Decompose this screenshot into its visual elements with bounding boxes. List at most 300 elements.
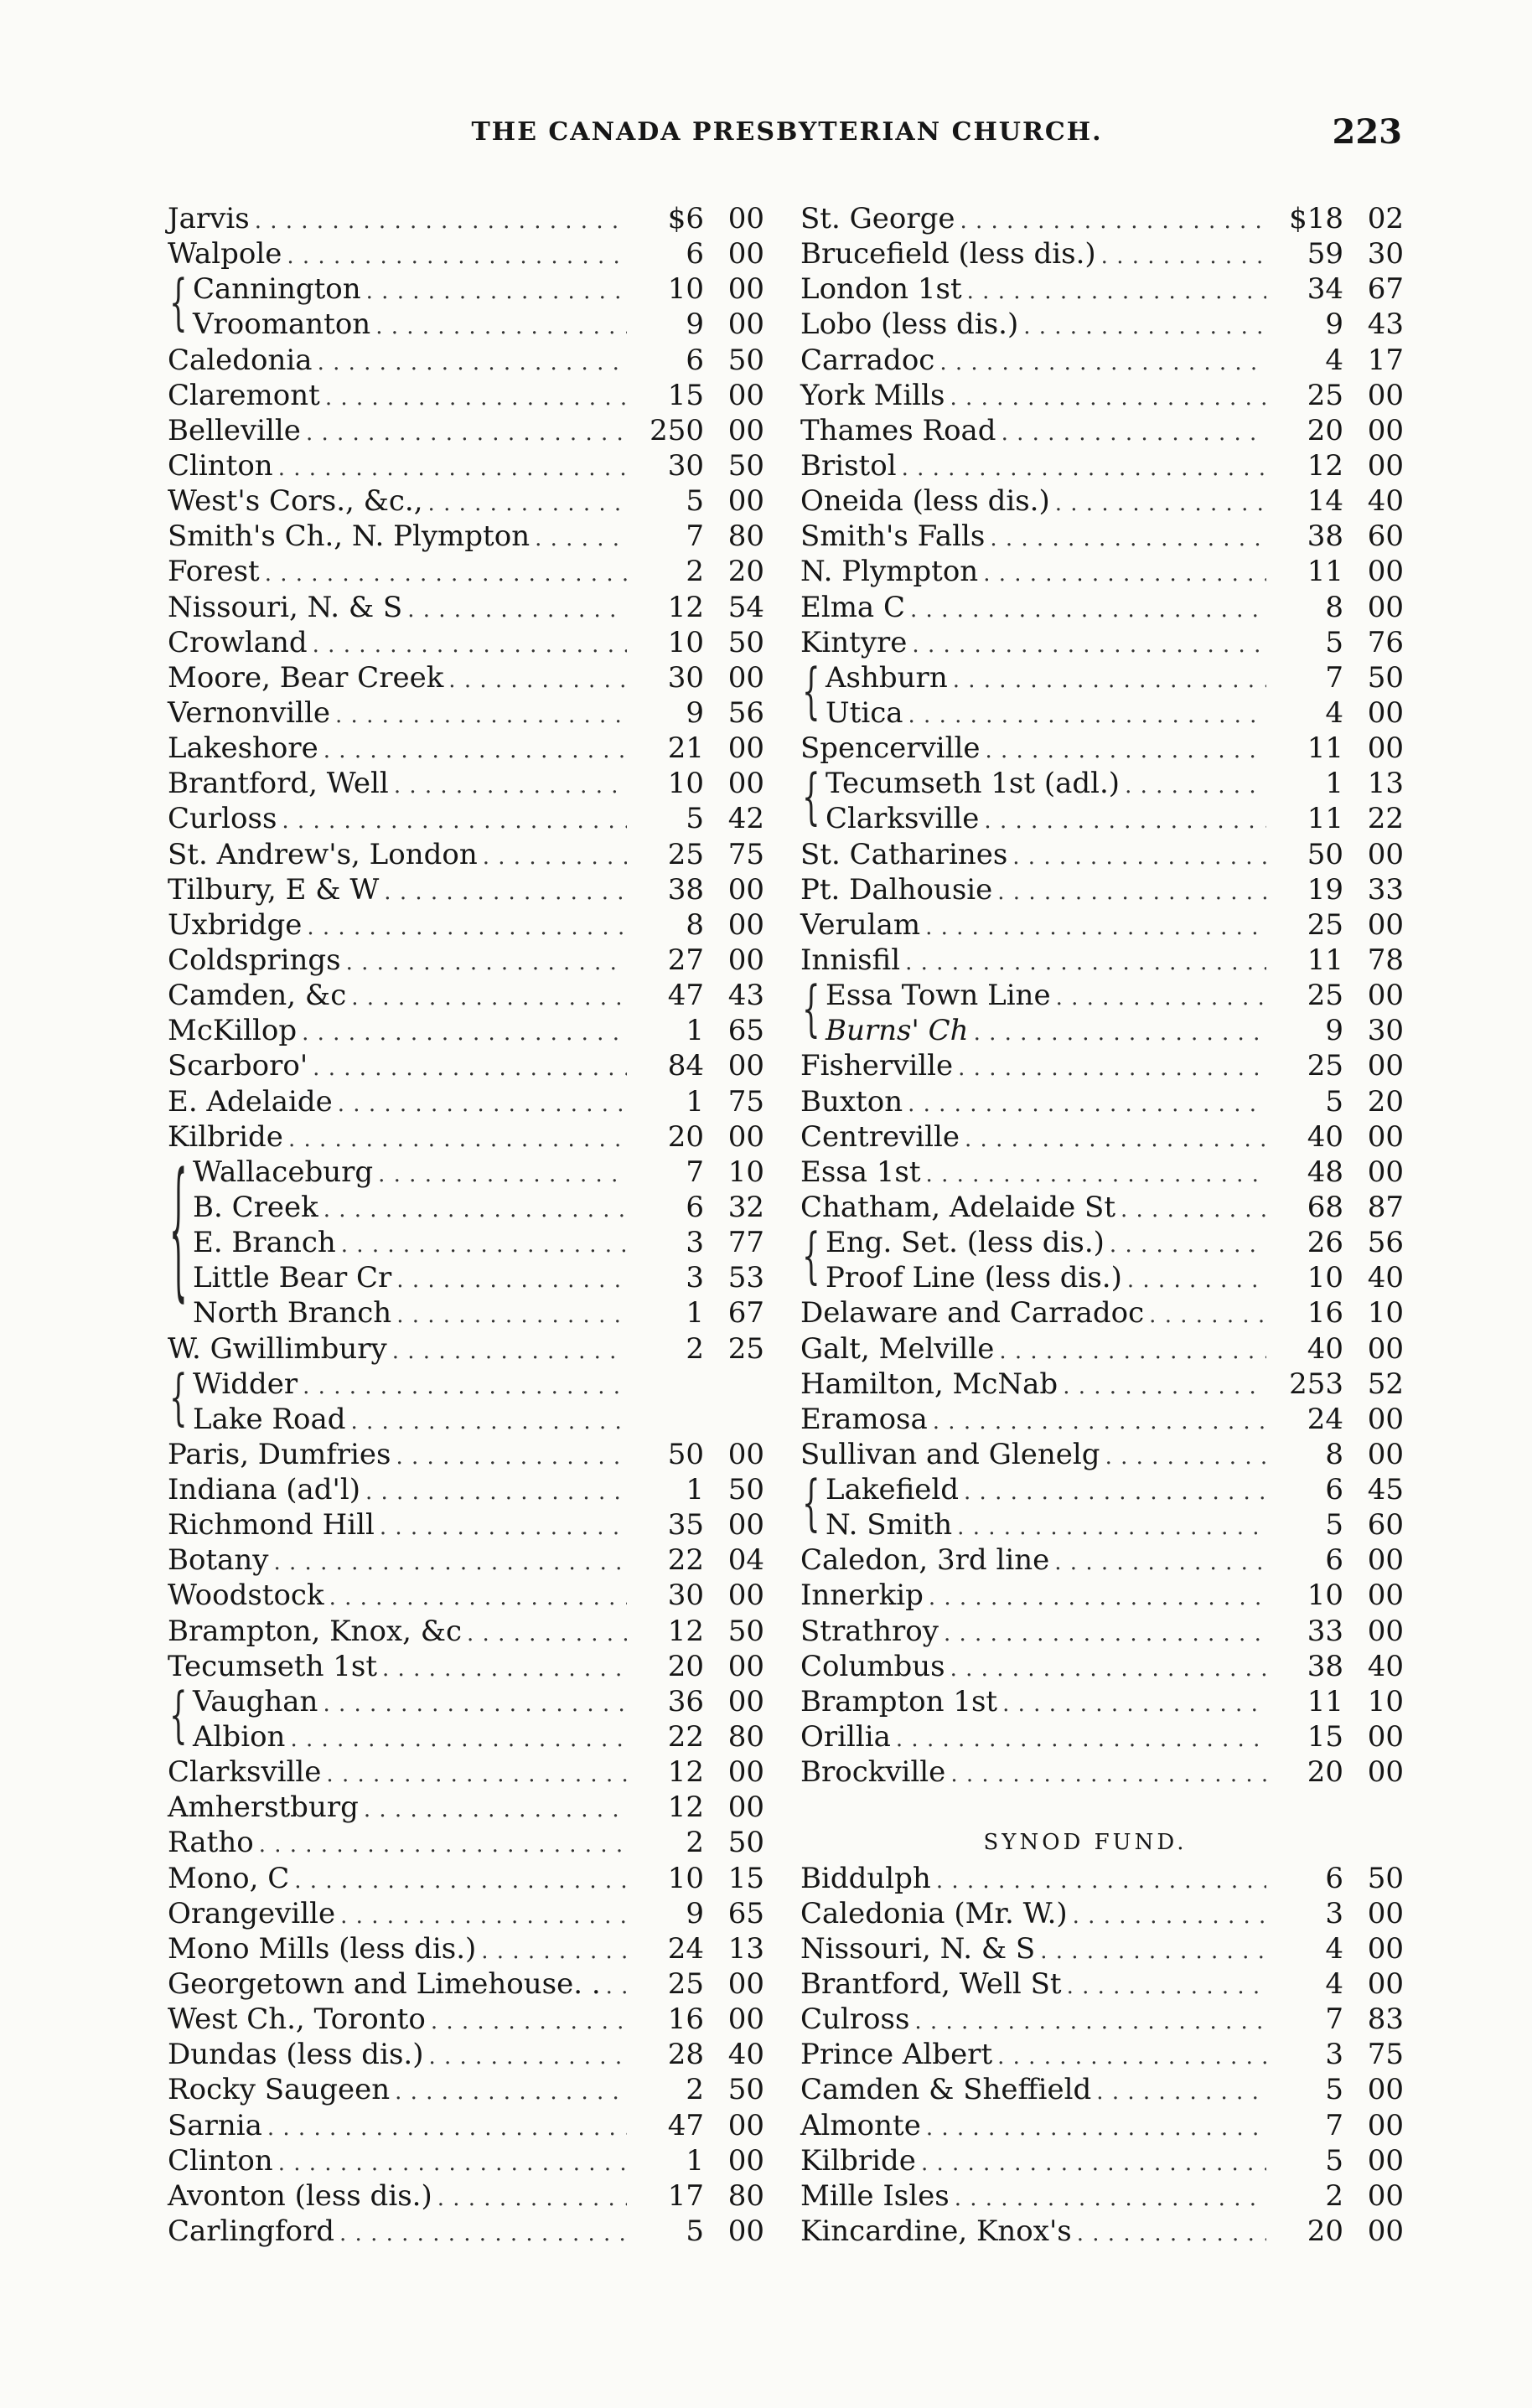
congregation-name: Jarvis [168,202,250,235]
list-item [168,1402,764,1437]
congregation-name: Lobo (less dis.) [800,307,1019,342]
leader-dots [1101,239,1266,274]
leader-dots [1125,768,1266,804]
congregation-name: St. Catharines [800,837,1008,871]
amount [1271,448,1404,483]
list-item [168,413,764,448]
amount-cents: 00 [1367,1437,1404,1471]
leader-dots [341,1227,627,1263]
congregation-name: West Ch., Toronto [168,2002,426,2037]
group-brace: { [169,1143,188,1320]
amount-cents: 80 [727,1720,764,1754]
amount-dollars: 40 [1307,1119,1343,1154]
congregation-name: Mono Mills (less dis.) [168,1931,477,1966]
amount [1271,801,1404,836]
amount-dollars: 11 [1307,802,1343,836]
congregation-name: N. Smith [826,1508,953,1542]
amount-dollars: 2 [686,555,704,589]
congregation-name: B. Creek [193,1190,318,1224]
list-item [168,1966,764,2002]
congregation-name: Coldsprings [168,943,341,977]
leader-dots [274,1545,628,1580]
leader-dots [346,945,627,980]
congregation-name: Thames Road [800,413,996,447]
leader-dots [365,1475,627,1510]
congregation-name: Kilbride [800,2143,916,2178]
amount-cents: 75 [727,1084,764,1119]
amount [632,271,764,307]
amount-cents: 32 [727,1190,764,1224]
congregation-name: Kintyre [800,625,908,659]
amount-dollars: 5 [1325,1508,1343,1542]
list-item [800,448,1404,483]
list-item [168,519,764,554]
amount [632,766,764,801]
leader-dots [302,1015,627,1051]
page-header [172,112,1402,168]
amount [632,1684,764,1719]
amount [632,1507,764,1542]
amount-dollars: 5 [1325,1084,1343,1119]
amount-cents: 50 [1367,660,1404,695]
amount-dollars: 4 [1325,695,1343,730]
list-item [800,1295,1404,1331]
list-item [800,343,1404,378]
amount-dollars: 38 [1307,519,1343,554]
group-brace: { [169,267,188,339]
leader-dots [957,1510,1266,1545]
leader-dots [950,380,1266,416]
list-item [800,2037,1404,2072]
congregation-name: Bristol [800,448,897,483]
amount [632,907,764,943]
congregation-name: Brantford, Well St [800,1967,1062,2002]
list-item [168,1578,764,1613]
congregation-name: Caledonia [168,343,313,377]
list-item [800,1472,1404,1507]
amount [632,1542,764,1578]
list-item [168,1084,764,1119]
amount-cents: 00 [727,1437,764,1471]
list-item [800,1507,1404,1542]
amount [1271,1084,1404,1119]
amount [632,1719,764,1754]
list-item [168,943,764,978]
amount [632,519,764,554]
leader-dots [1110,1227,1266,1263]
congregation-name: Smith's Ch., N. Plympton [168,519,531,554]
amount-cents: 00 [727,660,764,695]
amount-dollars: 1 [686,1296,704,1331]
leader-dots [382,1651,627,1687]
amount-cents: 00 [727,943,764,977]
amount-dollars: 2 [1325,2178,1343,2213]
amount [632,590,764,625]
amount-dollars: 20 [1307,413,1343,447]
leader-dots [1056,980,1266,1015]
list-item [168,2108,764,2143]
list-item [168,307,764,342]
amount-dollars: 20 [1307,2214,1343,2249]
congregation-name: Clinton [168,2143,273,2178]
amount-dollars: 12 [667,590,704,624]
amount [1271,343,1404,378]
amount [1271,1754,1404,1790]
amount-dollars: 50 [1307,837,1343,871]
group-brace: { [802,974,820,1046]
amount-dollars: 12 [667,1614,704,1648]
leader-dots [380,1510,627,1545]
leader-dots [396,1263,627,1298]
list-item [168,343,764,378]
amount-dollars: 30 [667,1579,704,1613]
amount-cents: 33 [1367,872,1404,907]
amount [632,1084,764,1119]
congregation-name: W. Gwillimbury [168,1331,387,1366]
leader-dots [428,486,627,521]
amount-dollars: 12 [1307,448,1343,483]
leader-dots [535,521,627,556]
congregation-name: Dundas (less dis.) [168,2038,424,2072]
leader-dots [1127,1263,1266,1298]
amount [1271,2178,1404,2214]
amount [632,2108,764,2143]
amount-cents: 00 [1367,979,1404,1013]
list-item [168,1719,764,1754]
amount-cents: 13 [727,1931,764,1966]
group-brace: { [802,1469,820,1540]
congregation-name: Kincardine, Knox's [800,2214,1072,2249]
list-item [168,1119,764,1155]
leader-dots [338,1087,627,1122]
list-item [168,1472,764,1507]
amount-cents: 00 [727,1684,764,1718]
congregation-name: Utica [826,695,903,730]
amount-cents: 00 [1367,2178,1404,2213]
congregation-name: Spencerville [800,731,981,766]
list-item [800,1013,1404,1048]
amount-dollars: 24 [1307,1402,1343,1436]
leader-dots [481,1934,627,1969]
amount-cents: 42 [727,802,764,836]
amount-cents: 83 [1367,2002,1404,2037]
list-item [168,1754,764,1790]
amount [632,1754,764,1790]
leader-dots [997,2039,1266,2075]
list-item [800,554,1404,589]
amount-dollars: 10 [667,272,704,307]
amount-dollars: 84 [667,1049,704,1083]
amount-cents: 50 [727,1826,764,1860]
congregation-name: Carlingford [168,2214,335,2249]
leader-dots [997,875,1266,910]
list-item [168,1260,764,1295]
amount-cents: 00 [1367,837,1404,871]
amount-dollars: 7 [1325,2002,1343,2037]
congregation-name: Tilbury, E & W [168,872,380,907]
amount [632,1331,764,1367]
amount [1271,1331,1404,1367]
amount-cents: 00 [727,1755,764,1790]
amount-cents: 00 [727,731,764,766]
list-item [800,1331,1404,1367]
amount-dollars: 22 [667,1543,704,1578]
amount-dollars: 9 [686,1896,704,1930]
amount [1271,307,1404,342]
leader-dots [950,1651,1266,1687]
amount [1271,731,1404,766]
amount-cents: 40 [1367,484,1404,519]
leader-dots [375,309,627,344]
amount [1271,1861,1404,1896]
amount-dollars: 10 [1307,1579,1343,1613]
amount [632,343,764,378]
congregation-name: St. Andrew's, London [168,837,478,871]
amount [1271,413,1404,448]
amount [1271,2214,1404,2249]
leader-dots [294,1863,627,1899]
list-item [168,1437,764,1472]
congregation-name: Burns' Ch [826,1014,969,1048]
amount-cents: 00 [727,1579,764,1613]
list-item [800,2072,1404,2107]
leader-dots [902,451,1266,486]
amount-dollars: 17 [667,2178,704,2213]
list-item [800,1155,1404,1190]
congregation-name: Verulam [800,907,921,942]
list-item [168,872,764,907]
amount-dollars: 6 [686,1190,704,1224]
leader-dots [926,1157,1266,1192]
congregation-name: Wallaceburg [193,1155,374,1189]
leader-dots [278,2146,627,2181]
section-heading-synod-fund: SYNOD FUND. [983,1830,1188,1856]
congregation-name: West's Cors., &c., [168,484,423,519]
amount-cents: 52 [1367,1367,1404,1401]
congregation-name: Tecumseth 1st (adl.) [826,767,1121,801]
amount [632,1190,764,1225]
amount-cents: 00 [1367,1579,1404,1613]
amount [632,731,764,766]
amount [632,660,764,695]
amount-cents: 54 [727,590,764,624]
congregation-name: St. George [800,202,955,235]
group-brace: { [169,1362,188,1434]
leader-dots [437,2181,627,2216]
list-item [168,907,764,943]
amount-dollars: 1 [1325,767,1343,801]
leader-dots [313,628,627,663]
amount-dollars: 4 [1325,1931,1343,1966]
congregation-name: Smith's Falls [800,519,986,554]
amount [1271,837,1404,872]
congregation-name: Culross [800,2002,910,2037]
congregation-name: Clarksville [168,1755,322,1790]
amount [1271,554,1404,589]
leader-dots [921,2146,1266,2181]
amount-dollars: 11 [1307,731,1343,766]
amount-dollars: 6 [1325,1543,1343,1578]
amount-dollars: 68 [1307,1190,1343,1224]
list-item [800,2002,1404,2037]
amount-cents: 80 [727,519,764,554]
congregation-name: Delaware and Carradoc [800,1296,1145,1331]
amount-dollars: 10 [1307,1261,1343,1295]
congregation-name: Moore, Bear Creek [168,660,444,695]
list-item [800,943,1404,978]
list-item [168,1684,764,1719]
amount-dollars: 48 [1307,1155,1343,1189]
leader-dots [392,1334,627,1369]
congregation-name: Proof Line (less dis.) [826,1261,1122,1295]
group-brace: { [802,656,820,727]
congregation-name: Carradoc [800,343,935,377]
leader-dots [974,1015,1266,1051]
list-item [800,2143,1404,2178]
congregation-name: Mille Isles [800,2178,950,2213]
list-item [800,1048,1404,1083]
amount [1271,1542,1404,1578]
leader-dots [323,733,627,768]
amount [1271,2108,1404,2143]
amount-dollars: 59 [1307,237,1343,271]
list-item [168,731,764,766]
congregation-name: Oneida (less dis.) [800,484,1050,519]
amount [1271,1225,1404,1260]
congregation-name: Hamilton, McNab [800,1367,1058,1401]
amount [1271,695,1404,731]
congregation-name: Nissouri, N. & S [168,590,403,624]
amount [632,2072,764,2107]
amount-dollars: 1 [686,2143,704,2178]
leader-dots [467,1616,627,1651]
amount-dollars: 22 [667,1720,704,1754]
leader-dots [366,274,627,309]
amount-dollars: 5 [1325,2073,1343,2107]
amount-cents: 30 [1367,1014,1404,1048]
list-item [168,801,764,836]
congregation-name: E. Branch [193,1226,336,1260]
leader-dots [983,556,1266,592]
leader-dots [303,1369,627,1404]
list-item [800,483,1404,519]
amount [1271,1931,1404,1966]
amount-cents: 00 [1367,907,1404,942]
amount [632,1649,764,1684]
congregation-name: North Branch [193,1296,392,1331]
amount-dollars: 250 [650,413,704,447]
amount-cents: 10 [727,1155,764,1189]
amount [1271,1649,1404,1684]
amount-dollars: 1 [686,1473,704,1507]
leader-dots [265,556,627,592]
amount-dollars: 1 [686,1084,704,1119]
amount [1271,1896,1404,1931]
leader-dots [325,380,627,416]
list-item [168,378,764,413]
amount [632,1225,764,1260]
amount-dollars: 5 [1325,2143,1343,2178]
amount-cents: 00 [727,1649,764,1683]
amount [1271,1966,1404,2002]
list-item [800,590,1404,625]
congregation-name: Columbus [800,1649,945,1683]
amount-cents: 30 [1367,237,1404,271]
leader-dots [944,1616,1266,1651]
leader-dots [329,1580,627,1615]
amount [632,1614,764,1649]
amount [1271,872,1404,907]
amount-cents: 00 [1367,695,1404,730]
list-item [168,1614,764,1649]
congregation-name: Lakeshore [168,731,318,766]
amount-dollars: 8 [1325,590,1343,624]
list-item [800,1861,1404,1896]
list-item [168,1542,764,1578]
leader-dots [1073,1899,1266,1934]
leader-dots [910,592,1266,628]
list-item [800,2214,1404,2249]
congregation-name: Eramosa [800,1402,928,1436]
amount-cents: 00 [1367,448,1404,483]
amount [632,625,764,660]
list-item [168,201,764,236]
congregation-name: Strathroy [800,1614,939,1648]
list-item [168,1825,764,1860]
amount-cents: 00 [1367,1896,1404,1930]
amount-dollars: 9 [686,307,704,342]
amount-dollars: 34 [1307,272,1343,307]
amount-dollars: 7 [1325,660,1343,695]
congregation-name: Nissouri, N. & S [800,1931,1036,1966]
amount [632,2002,764,2037]
leader-dots [967,274,1266,309]
leader-dots [384,875,627,910]
leader-dots [313,1051,627,1086]
amount-cents: 40 [1367,1261,1404,1295]
amount-cents: 00 [727,1119,764,1154]
amount-dollars: 16 [1307,1296,1343,1331]
amount-cents: 00 [1367,1720,1404,1754]
list-item [168,2037,764,2072]
list-item [168,1896,764,1931]
congregation-name: Biddulph [800,1861,931,1895]
amount-cents: 17 [1367,343,1404,377]
amount [1271,1437,1404,1472]
list-item [800,660,1404,695]
leader-dots [1040,1934,1266,1969]
amount [1271,271,1404,307]
leader-dots [307,910,627,945]
congregation-name: Elma C [800,590,906,624]
congregation-name: Orangeville [168,1896,336,1930]
leader-dots [288,1122,627,1157]
amount-cents: 10 [1367,1296,1404,1331]
amount [632,801,764,836]
amount-cents: 00 [727,1790,764,1825]
amount [632,943,764,978]
amount-cents: 00 [1367,378,1404,412]
leader-dots [908,698,1266,733]
amount [632,978,764,1013]
amount-dollars: 6 [1325,1473,1343,1507]
leader-dots [428,2039,627,2075]
amount-dollars: 9 [1325,307,1343,342]
leader-dots [267,2111,627,2146]
leader-dots [483,840,627,875]
leader-dots [282,804,627,839]
amount [632,2037,764,2072]
